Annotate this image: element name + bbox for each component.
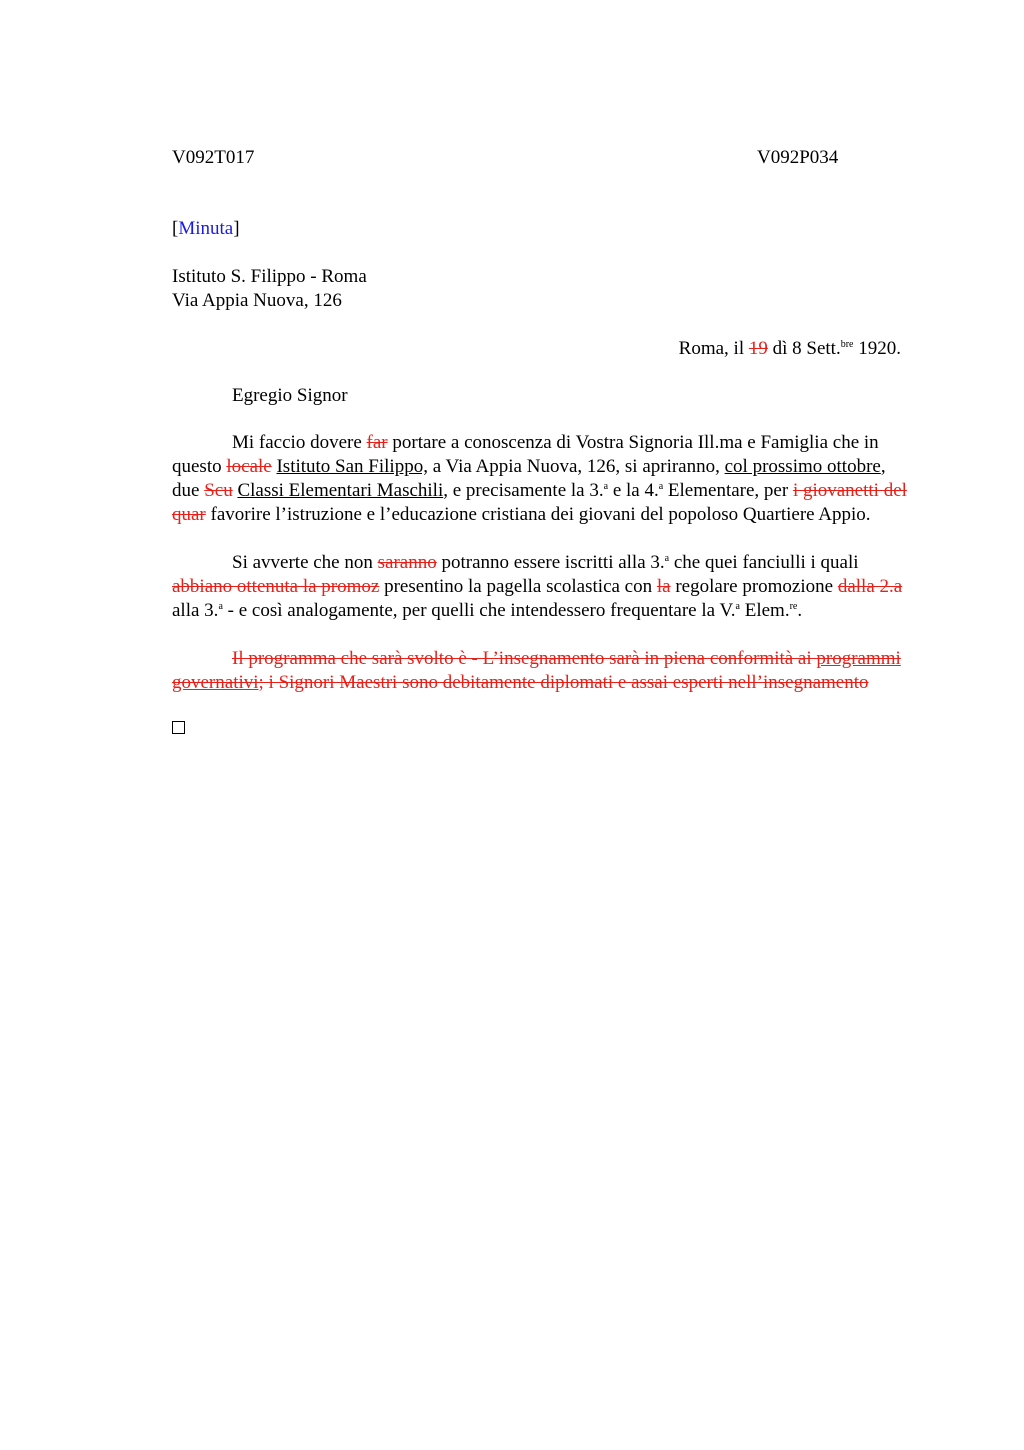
underlined-text: Classi Elementari Maschili — [237, 480, 444, 501]
deletion-underlined: programmi governativi — [172, 648, 901, 693]
underlined-text: col prossimo ottobre — [724, 456, 881, 477]
salutation: Egregio Signor — [232, 385, 348, 406]
underlined-text: Istituto San Filippo, — [276, 456, 428, 477]
address-line-1: Istituto S. Filippo - Roma — [172, 266, 367, 287]
date-month-sup: bre — [840, 339, 854, 350]
deletion: locale — [226, 456, 272, 477]
document-type-label — [172, 217, 240, 241]
deletion: saranno — [377, 552, 437, 573]
address-line-2: Via Appia Nuova, 126 — [172, 290, 342, 311]
deletion: la — [656, 576, 671, 597]
deletion: far — [366, 432, 388, 453]
date-year: 1920. — [853, 338, 901, 359]
checkbox-glyph — [172, 721, 185, 734]
bracket-close: ] — [233, 218, 240, 239]
deletion: Scu — [204, 480, 233, 501]
deletion: i giovanetti del quar — [172, 480, 907, 525]
minuta-label: Minuta — [178, 218, 234, 239]
paragraph-1: Mi faccio dovere far portare a conoscenza di Vostra Signoria Ill.ma e Famiglia che in questo locale Istituto San Filippo, a Via Appia Nuova, 126, si apriranno, col prossimo ottobre, due Scu Classi Elementari Maschili, e precisamente la 3.$^a$ e la 4.$^a$ Elementare, per i giovanetti del quar favorire l’istruzione e l’educazione cristiana dei giovani del popoloso Quartiere Appio. — [172, 432, 907, 525]
deletion: Il programma che sarà svolto è - L’insegnamento sarà in piena conformità ai — [232, 648, 817, 669]
deletion: dalla 2.a — [837, 576, 903, 597]
date-day-month: dì 8 Sett. — [767, 338, 841, 359]
date-deletion: 19 — [748, 338, 768, 359]
date-prefix: Roma, il — [678, 338, 749, 359]
paragraph-3-deleted — [172, 647, 917, 695]
letter-date — [679, 337, 901, 361]
paragraph-2: Si avverte che non saranno potranno essere iscritti alla 3.$^a$ che quei fanciulli i quali abbiano ottenuta la promoz presentino la pagella scolastica con la regolare promozione dalla 2.a alla 3.$^a$ - e così analogamente, per quelli che intendessero frequentare la V.$^a$ Elem.$^{re}$. — [172, 552, 903, 621]
deletion: abbiano ottenuta la promoz — [172, 576, 380, 597]
document-code-left: V092T017 — [172, 147, 255, 168]
deletion: ; i Signori Maestri sono debitamente diplomati e assai esperti nell’insegnamento — [258, 672, 869, 693]
bracket-open: [ — [172, 218, 179, 239]
document-code-right: V092P034 — [757, 147, 839, 168]
